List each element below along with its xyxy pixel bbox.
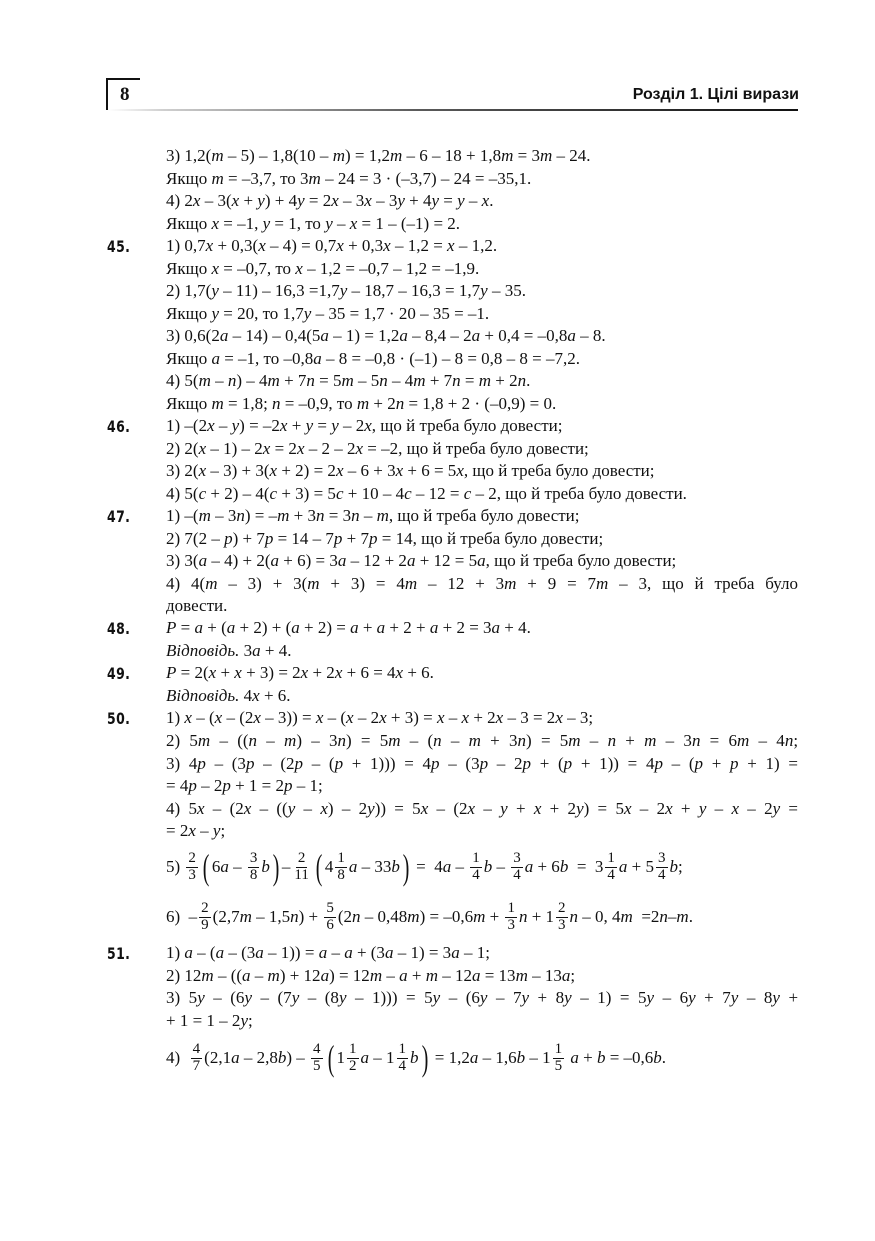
text-line: 1) –(2x – y) = –2x + y = y – 2x, що й треба було довести; (166, 416, 563, 435)
fraction: $\frac{4}{7}$ (192, 1040, 201, 1074)
fraction: $\frac{2}{11}$ (294, 849, 309, 883)
text-line: = 4p – 2p + 1 = 2p – 1; (166, 776, 323, 795)
text-line: 2) 7(2 – p) + 7p = 14 – 7p + 7p = 14, що й треба було довести; (166, 529, 604, 548)
formula-50-5: 5) $\frac{2}{3}$ ( 6 a – $\frac{3}{8}$ b ) – $\frac{2}{11}$ ( 4 $\frac{1}{8}$ a – 33 b ) = 4 a – $\frac{1}{4}$ b – $\frac{3}{4}$ a + 6 b = 3 $\frac{1}{4}$ a + 5 $\frac{3}{4}$ b ; (166, 847, 683, 887)
text-line: 3) 1,2(m – 5) – 1,8(10 – m) = 1,2m – 6 – 18 + 1,8m = 3m – 24. (166, 146, 591, 165)
section-title: Розділ 1. Цілі вирази (632, 86, 799, 103)
text-line: 1) –(m – 3n) = –m + 3n = 3n – m, що й треба було довести; (166, 506, 580, 525)
text-line: + 1 = 1 – 2y; (166, 1011, 253, 1030)
fraction: $\frac{3}{4}$ (513, 849, 521, 883)
text-line: 2) 12m – ((a – m) + 12a) = 12m – a + m – 12a = 13m – 13a; (166, 966, 576, 985)
fraction: $\frac{1}{2}$ (349, 1040, 357, 1074)
text-line: Якщо x = –1, y = 1, то y – x = 1 – (–1) = 2. (166, 214, 461, 233)
fraction: $\frac{2}{3}$ (558, 899, 566, 933)
problem-number: 50. (107, 709, 131, 728)
text-line: Якщо x = –0,7, то x – 1,2 = –0,7 – 1,2 = –1,9. (166, 259, 480, 278)
fraction: $\frac{3}{4}$ (658, 849, 666, 883)
text-line: 2) 1,7(y – 11) – 16,3 =1,7y – 18,7 – 16,3 = 1,7y – 35. (166, 281, 526, 300)
problem-number: 48. (107, 619, 131, 638)
text-line: 3) 0,6(2a – 14) – 0,4(5a – 1) = 1,2a – 8,4 – 2a + 0,4 = –0,8a – 8. (166, 326, 606, 345)
answer-label: Відповідь. (166, 641, 240, 660)
problem-number: 49. (107, 664, 131, 683)
text-line: 4) 2x – 3(x + y) + 4y = 2x – 3x – 3y + 4y = y – x. (166, 191, 494, 210)
answer-line: Відповідь. 4x + 6. (166, 686, 291, 705)
text-line: Якщо a = –1, то –0,8a – 8 = –0,8 · (–1) – 8 = 0,8 – 8 = –7,2. (166, 349, 580, 368)
text-line: Якщо m = 1,8; n = –0,9, то m + 2n = 1,8 + 2 · (–0,9) = 0. (166, 394, 557, 413)
fraction: $\frac{1}{8}$ (337, 849, 345, 883)
text-line: 1) a – (a – (3a – 1)) = a – a + (3a – 1) = 3a – 1; (166, 943, 490, 962)
answer-label: Відповідь. (166, 686, 240, 705)
text-line: 4) 5x – (2x – ((y – x) – 2y)) = 5x – (2x – y + x + 2y) = 5x – 2x + y – x – 2y = (166, 799, 799, 818)
text-line: 1) 0,7x + 0,3(x – 4) = 0,7x + 0,3x – 1,2 = x – 1,2. (166, 236, 498, 255)
problem-number: 46. (107, 417, 131, 436)
text-line: P = a + (a + 2) + (a + 2) = a + a + 2 + a + 2 = 3a + 4. (166, 618, 531, 637)
text-line: Якщо m = –3,7, то 3m – 24 = 3 · (–3,7) – 24 = –35,1. (166, 169, 532, 188)
text-line: = 2x – y; (166, 821, 226, 840)
text-line: 1) x – (x – (2x – 3)) = x – (x – 2x + 3) = x – x + 2x – 3 = 2x – 3; (166, 708, 594, 727)
text-line: 4) 5(m – n) – 4m + 7n = 5m – 5n – 4m + 7n = m + 2n. (166, 371, 531, 390)
fraction: $\frac{4}{5}$ (313, 1040, 321, 1074)
text-line: Якщо y = 20, то 1,7y – 35 = 1,7 · 20 – 35 = –1. (166, 304, 490, 323)
fraction: $\frac{2}{9}$ (201, 899, 209, 933)
header-rule (108, 109, 798, 111)
text-line: довести. (166, 596, 228, 615)
problem-number: 51. (107, 944, 131, 963)
text-line: 2) 2(x – 1) – 2x = 2x – 2 – 2x = –2, що й треба було довести; (166, 439, 589, 458)
text-line: 3) 3(a – 4) + 2(a + 6) = 3a – 12 + 2a + 12 = 5a, що й треба було довести; (166, 551, 677, 570)
fraction: $\frac{1}{5}$ (554, 1040, 563, 1074)
problem-number: 47. (107, 507, 131, 526)
fraction: $\frac{1}{3}$ (507, 899, 515, 933)
fraction: $\frac{1}{4}$ (398, 1040, 407, 1074)
fraction: $\frac{2}{3}$ (188, 849, 196, 883)
problem-number: 45. (107, 237, 131, 256)
page-number: 8 (120, 84, 130, 105)
formula-50-6: 6) – $\frac{2}{9}$ (2,7 m – 1,5 n ) + $\frac{5}{6}$ (2 n – 0,48 m ) = –0,6 m + $\frac{1}{3}$ n + 1 $\frac{2}{3}$ n – 0, 4 m =2 n – m . (166, 899, 693, 933)
answer-line: Відповідь. 3a + 4. (166, 641, 292, 660)
fraction: $\frac{1}{4}$ (607, 849, 615, 883)
fraction: $\frac{5}{6}$ (326, 899, 334, 933)
text-line: 3) 2(x – 3) + 3(x + 2) = 2x – 6 + 3x + 6 = 5x, що й треба було довести; (166, 461, 655, 480)
text-line: P = 2(x + x + 3) = 2x + 2x + 6 = 4x + 6. (166, 663, 434, 682)
fraction: $\frac{1}{4}$ (472, 849, 480, 883)
fraction: $\frac{3}{8}$ (249, 849, 258, 883)
formula-51-4: 4) $\frac{4}{7}$ (2,1 a – 2,8 b ) – $\frac{4}{5}$ ( 1 $\frac{1}{2}$ a – 1 $\frac{1}{4}$ b ) = 1,2 a – 1,6 b – 1 $\frac{1}{5}$ a + b = –0,6 b . (166, 1038, 667, 1078)
text-line: 2) 5m – ((n – m) – 3n) = 5m – (n – m + 3n) = 5m – n + m – 3n = 6m – 4n; (166, 731, 799, 750)
text-line: 4) 4(m – 3) + 3(m + 3) = 4m – 12 + 3m + 9 = 7m – 3, що й треба було (166, 574, 798, 593)
text-line: 3) 4p – (3p – (2p – (p + 1))) = 4p – (3p – 2p + (p + 1)) = 4p – (p + p + 1) = (166, 754, 798, 773)
text-line: 3) 5y – (6y – (7y – (8y – 1))) = 5y – (6y – 7y + 8y – 1) = 5y – 6y + 7y – 8y + (166, 988, 799, 1007)
text-line: 4) 5(c + 2) – 4(c + 3) = 5c + 10 – 4c – 12 = c – 2, що й треба було довести. (166, 484, 687, 503)
